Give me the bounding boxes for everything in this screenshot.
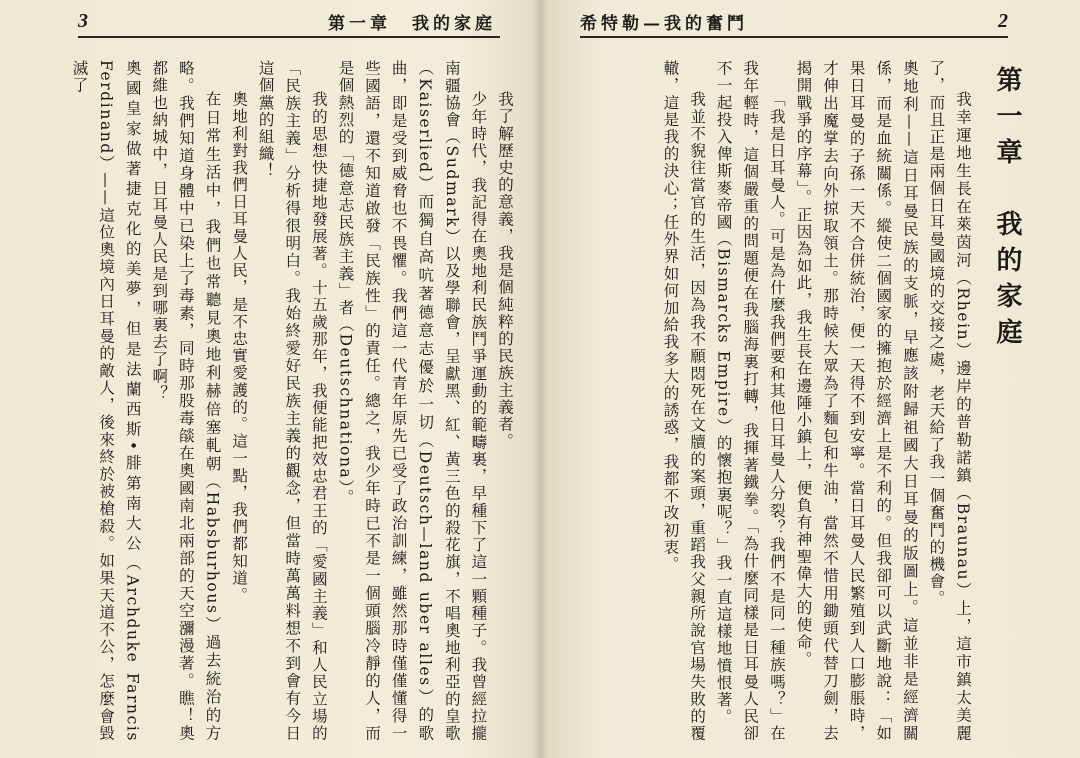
left-paragraph-1: 我了解歷史的意義，我是個純粹的民族主義者。 <box>496 91 514 451</box>
right-body-text <box>580 60 1022 742</box>
left-paragraph-3: 我的思想快捷地發展著。十五歲那年，我便能把效忠君王的「愛國主義」和人民立場的「民族主義」分析得很明白。我始終愛好民族主義的觀念，但當時萬萬料想不到會有今日這個黨的組織！ <box>256 60 328 742</box>
left-body-text <box>70 60 518 742</box>
left-running-head <box>78 8 496 34</box>
left-paragraph-5: 在日常生活中，我們也常聽見奧地利赫倍塞軋朝（Habsburhous）過去統治的方略。我們知道身體中已染上了毒素，同時那股毒燄在奧國南北兩部的天空瀰漫著。瞧！奧都維也納城中，日耳曼人民是到哪裏去了啊？ <box>150 60 222 742</box>
chapter-title: 第一章 我的家庭 <box>992 66 1022 354</box>
left-running-head-text: 第一章 我的家庭 <box>328 13 496 34</box>
right-header-rule <box>580 36 1008 38</box>
right-page <box>540 0 1080 758</box>
right-paragraph-1: 我幸運地生長在萊茵河（Rhein）邊岸的普勒諾鎮（Braunau）上，這市鎮太美麗了，而且正是兩個日耳曼國境的交接之處，老天給了我一個奮鬥的機會。 <box>927 60 972 742</box>
right-paragraph-4: 我並不貎往當官的生活，因為我不願悶死在文牘的案頭，重蹈我父親所說官場失敗的覆轍，這是我的決心；任外界如何加給我多大的誘惑，我都不改初衷。 <box>661 60 707 742</box>
left-header-rule <box>78 36 500 38</box>
book-gutter <box>532 0 548 758</box>
right-paragraph-2: 奧地利——這日耳曼民族的支脈，早應該附歸祖國大日耳曼的版圖上。這並非是經濟關係，而是血統關係。縱使二個國家的擁抱於經濟上是不利的。但我卻可以武斷地說：「如果日耳曼的子孫一天不合併統治，便一天得不到安寧。當日耳曼人民繁殖到人口膨脹時，才伸出魔掌去向外掠取領土。那時候大眾為了麵包和牛油，當然不惜用鋤頭代替刀劍，去揭開戰爭的序幕」。正因為如此，我生長在邊陲小鎮上，便負有神聖偉大的使命。 <box>794 60 919 742</box>
right-paragraph-3: 「我是日耳曼人。可是為什麼我們要和其他日耳曼人分裂？我們不是同一種族嗎？」在我年輕時，這個嚴重的問題便在我腦海裏打轉，我揮著鐵拳。「為什麼同樣是日耳曼人民卻不一起投入俾斯麥帝國（Bismarcks Empire）的懷抱裏呢？」我一直這樣地憤恨著。 <box>714 60 786 742</box>
right-running-head <box>580 8 1008 34</box>
left-page-number: 3 <box>78 9 88 32</box>
left-paragraph-2: 少年時代，我記得在奧地利民族鬥爭運動的範疇裏，早種下了這一顆種子。我曾經拉攏南疆協會（Sudmark）以及學聯會，呈獻黑、紅、黃三色的殺花旗，不唱奧地利亞的皇歌（Kaiserlied）而獨自高吭著德意志優於一切（Deutsch—land uber alles）的歌曲，即是受到威脅也不畏懼。我們這一代青年原先已受了政治訓練，雖然那時僅僅懂得一些國語，還不知道啟發「民族性」的責任。總之，我少年時已不是一個頭腦冷靜的人，而是個熱烈的「德意志民族主義」者（Deutschnationa）。 <box>336 60 488 742</box>
right-running-head-text: 希特勒—我的奮鬥 <box>580 13 748 34</box>
left-paragraph-4: 奧地利對我們日耳曼人民，是不忠實愛護的。這一點，我們都知道。 <box>230 91 249 604</box>
left-paragraph-6: 奧國皇家做著捷克化的美夢，但是法蘭西斯•腓第南大公（Archduke Farncis Ferdinand）——這位奧境內日耳曼的敵人，後來終於被槍殺。如果天道不公，怎麼會毀滅了 <box>70 60 142 742</box>
right-page-number: 2 <box>998 9 1008 32</box>
